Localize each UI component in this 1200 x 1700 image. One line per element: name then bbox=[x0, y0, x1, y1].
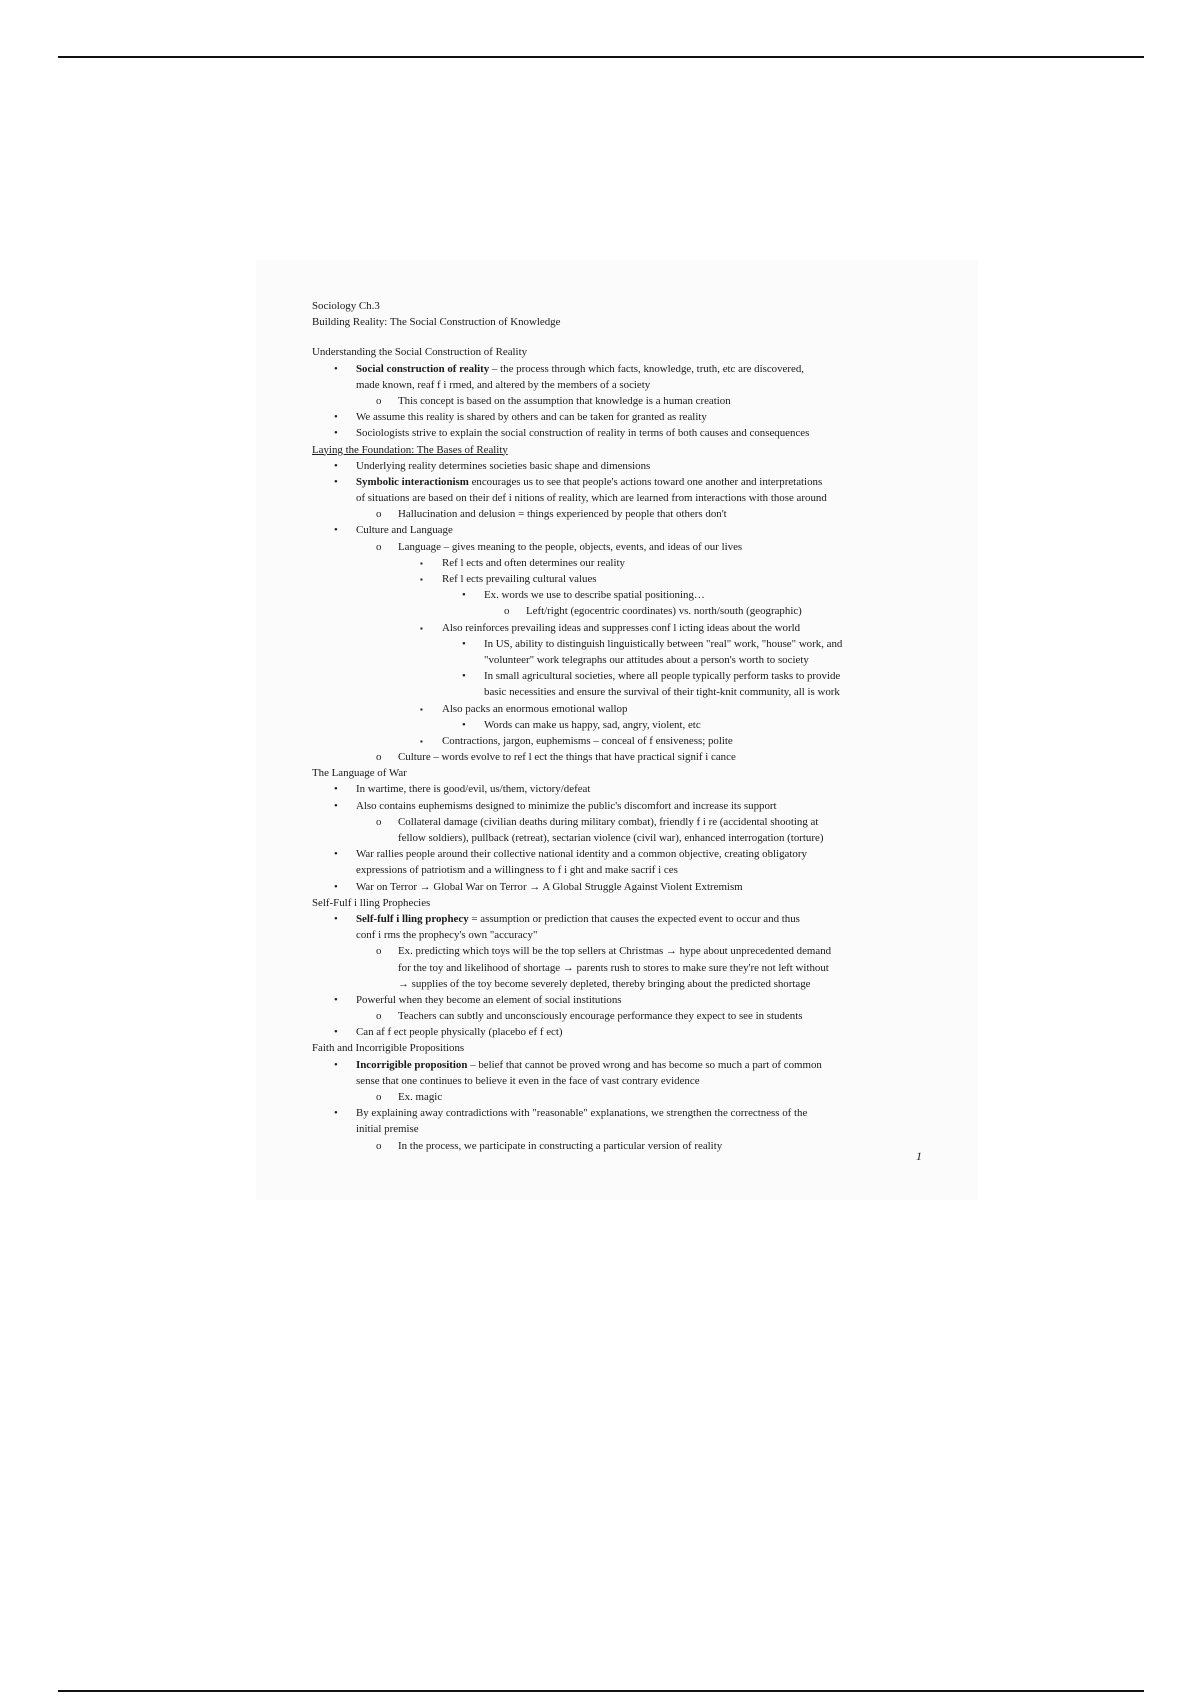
bullet-marker: • bbox=[334, 848, 338, 861]
bullet-marker: ▪ bbox=[420, 736, 423, 746]
item-text: Teachers can subtly and unconsciously encourage performance they expect to see in students bbox=[398, 1010, 803, 1023]
bullet-marker: o bbox=[504, 605, 510, 618]
outline-continuation bbox=[484, 684, 928, 700]
item-text: Sociologists strive to explain the social construction of reality in terms of both causes and consequences bbox=[356, 427, 810, 440]
item-text: sense that one continues to believe it even in the face of vast contrary evidence bbox=[356, 1074, 700, 1087]
outline-continuation bbox=[398, 976, 928, 992]
item-text: Culture – words evolve to ref l ect the things that have practical signif i cance bbox=[398, 751, 736, 764]
outline-item bbox=[376, 506, 928, 522]
item-text: We assume this reality is shared by others and can be taken for granted as reality bbox=[356, 411, 707, 424]
outline-item bbox=[334, 425, 928, 441]
item-text: – the process through which facts, knowledge, truth, etc are discovered, bbox=[489, 362, 805, 375]
item-text: Can af f ect people physically (placebo ef f ect) bbox=[356, 1026, 563, 1039]
outline-item bbox=[376, 1008, 928, 1024]
bullet-marker: o bbox=[376, 815, 382, 828]
outline-item bbox=[376, 1138, 928, 1154]
item-text: basic necessities and ensure the survival of their tight-knit community, all is work bbox=[484, 686, 840, 699]
item-text: Ex. magic bbox=[398, 1091, 443, 1103]
item-text: encourages us to see that people's actions toward one another and interpretations bbox=[468, 475, 823, 488]
bullet-marker: ▪ bbox=[420, 704, 423, 714]
item-text: This concept is based on the assumption that knowledge is a human creation bbox=[398, 394, 731, 407]
bullet-marker: o bbox=[376, 1139, 382, 1152]
bullet-marker: ▪ bbox=[420, 623, 423, 633]
item-text: Also reinforces prevailing ideas and suppresses conf l icting ideas about the world bbox=[442, 621, 801, 634]
bullet-marker: • bbox=[334, 427, 338, 440]
item-text: Ex. words we use to describe spatial positioning… bbox=[484, 589, 705, 602]
bullet-marker: o bbox=[376, 1091, 382, 1103]
outline-item bbox=[334, 522, 928, 538]
item-text: Hallucination and delusion = things experienced by people that others don't bbox=[398, 508, 727, 521]
item-text: In the process, we participate in constructing a particular version of reality bbox=[398, 1139, 723, 1152]
outline-item bbox=[334, 474, 928, 490]
item-text: for the toy and likelihood of shortage → parents rush to stores to make sure they're not left without bbox=[398, 961, 829, 974]
bullet-marker: • bbox=[334, 411, 338, 424]
outline-item bbox=[334, 992, 928, 1008]
item-text: Underlying reality determines societies basic shape and dimensions bbox=[356, 459, 651, 472]
outline-continuation bbox=[356, 377, 928, 393]
bullet-marker: • bbox=[334, 1107, 338, 1120]
section-heading: The Language of War bbox=[312, 767, 407, 780]
item-text: Also packs an enormous emotional wallop bbox=[442, 702, 628, 715]
term: Symbolic interactionism bbox=[356, 475, 469, 488]
bullet-marker: ▪ bbox=[420, 575, 423, 584]
outline-item bbox=[334, 1105, 928, 1121]
outline-item bbox=[334, 409, 928, 425]
item-text: "volunteer" work telegraphs our attitudes about a person's worth to society bbox=[484, 653, 809, 666]
item-text: Powerful when they become an element of social institutions bbox=[356, 993, 622, 1006]
bullet-marker: • bbox=[334, 362, 338, 375]
bullet-marker: • bbox=[334, 799, 338, 812]
bullet-marker: • bbox=[462, 589, 466, 602]
outline-item bbox=[376, 749, 928, 765]
bullet-marker: • bbox=[334, 880, 338, 893]
bottom-rule bbox=[58, 1690, 1144, 1692]
item-text: War rallies people around their collective national identity and a common objective, creating obligatory bbox=[356, 848, 807, 861]
outline-continuation bbox=[356, 927, 928, 943]
bullet-marker: o bbox=[376, 508, 382, 521]
item-text: fellow soldiers), pullback (retreat), sectarian violence (civil war), enhanced interrogation (torture) bbox=[398, 832, 824, 844]
item-text: Left/right (egocentric coordinates) vs. north/south (geographic) bbox=[526, 605, 802, 618]
item-text: Collateral damage (civilian deaths during military combat), friendly f i re (accidental shooting at bbox=[398, 815, 819, 828]
item-text: initial premise bbox=[356, 1123, 419, 1136]
outline-item bbox=[420, 701, 928, 717]
outline-item bbox=[420, 733, 928, 749]
doc-title: Sociology Ch.3 bbox=[312, 300, 380, 312]
outline-item bbox=[334, 1057, 928, 1073]
outline-item bbox=[334, 879, 928, 895]
outline-item bbox=[376, 1089, 928, 1105]
item-text: Also contains euphemisms designed to minimize the public's discomfort and increase its support bbox=[356, 799, 777, 812]
bullet-marker: • bbox=[334, 475, 338, 488]
item-text: of situations are based on their def i nitions of reality, which are learned from interactions with those around bbox=[356, 492, 827, 505]
bullet-marker: • bbox=[334, 783, 338, 796]
outline-item bbox=[462, 636, 928, 652]
outline-item bbox=[462, 717, 928, 733]
item-text: expressions of patriotism and a willingness to f i ght and make sacrif i ces bbox=[356, 864, 678, 877]
outline-item bbox=[334, 798, 928, 814]
outline-item bbox=[334, 846, 928, 862]
outline-item bbox=[334, 911, 928, 927]
outline-continuation bbox=[398, 830, 928, 846]
outline-item bbox=[334, 458, 928, 474]
item-text: Ref l ects prevailing cultural values bbox=[442, 573, 597, 585]
top-rule bbox=[58, 56, 1144, 58]
item-text: In US, ability to distinguish linguistically between "real" work, "house" work, and bbox=[484, 637, 843, 650]
bullet-marker: • bbox=[334, 524, 338, 537]
item-text: Contractions, jargon, euphemisms – conceal of f ensiveness; polite bbox=[442, 734, 733, 747]
item-text: Words can make us happy, sad, angry, violent, etc bbox=[484, 718, 701, 731]
item-text: → supplies of the toy become severely depleted, thereby bringing about the predicted shortage bbox=[398, 977, 811, 990]
outline-item bbox=[420, 620, 928, 636]
section-heading: Faith and Incorrigible Propositions bbox=[312, 1042, 465, 1055]
outline-item bbox=[334, 1024, 928, 1040]
outline-item bbox=[376, 539, 928, 555]
bullet-marker: • bbox=[334, 912, 338, 925]
outline-item bbox=[462, 587, 928, 603]
outline-item bbox=[504, 603, 928, 619]
section-heading: Understanding the Social Construction of Reality bbox=[312, 346, 528, 359]
doc-body bbox=[312, 344, 928, 1153]
outline-continuation bbox=[356, 1073, 928, 1089]
bullet-marker: • bbox=[334, 1058, 338, 1071]
item-text: Ref l ects and often determines our reality bbox=[442, 556, 625, 569]
outline-item bbox=[334, 361, 928, 377]
outline-item bbox=[420, 555, 928, 571]
outline-item bbox=[420, 571, 928, 587]
bullet-marker: ▪ bbox=[420, 558, 423, 568]
bullet-marker: o bbox=[376, 540, 382, 553]
page-number: 1 bbox=[916, 1149, 922, 1163]
document-page bbox=[256, 260, 978, 1200]
bullet-marker: o bbox=[376, 945, 382, 958]
bullet-marker: • bbox=[462, 718, 466, 731]
bullet-marker: • bbox=[334, 459, 338, 472]
bullet-marker: • bbox=[334, 1026, 338, 1039]
doc-subtitle: Building Reality: The Social Construction of Knowledge bbox=[312, 316, 561, 329]
bullet-marker: o bbox=[376, 394, 382, 407]
bullet-marker: o bbox=[376, 1010, 382, 1023]
item-text: Language – gives meaning to the people, objects, events, and ideas of our lives bbox=[398, 540, 743, 553]
item-text: War on Terror → Global War on Terror → A Global Struggle Against Violent Extremism bbox=[356, 880, 743, 893]
bullet-marker: • bbox=[334, 993, 338, 1006]
item-text: By explaining away contradictions with "reasonable" explanations, we strengthen the correctness of the bbox=[356, 1107, 808, 1120]
outline-continuation bbox=[484, 652, 928, 668]
section-heading: Laying the Foundation: The Bases of Reality bbox=[312, 443, 508, 456]
outline-item bbox=[376, 393, 928, 409]
term: Social construction of reality bbox=[356, 362, 490, 375]
item-text: made known, reaf f i rmed, and altered by the members of a society bbox=[356, 378, 651, 391]
outline-item bbox=[462, 668, 928, 684]
outline-continuation bbox=[356, 1121, 928, 1137]
item-text: = assumption or prediction that causes the expected event to occur and thus bbox=[468, 912, 800, 925]
item-text: – belief that cannot be proved wrong and has become so much a part of common bbox=[467, 1058, 822, 1071]
outline-continuation bbox=[398, 960, 928, 976]
item-text: Culture and Language bbox=[356, 524, 453, 537]
item-text: In wartime, there is good/evil, us/them, victory/defeat bbox=[356, 783, 591, 796]
outline-item bbox=[334, 781, 928, 797]
section-heading: Self-Fulf i lling Prophecies bbox=[312, 896, 431, 909]
outline-item bbox=[376, 943, 928, 959]
term: Self-fulf i lling prophecy bbox=[356, 912, 469, 925]
term: Incorrigible proposition bbox=[356, 1058, 468, 1071]
item-text: Ex. predicting which toys will be the top sellers at Christmas → hype about unprecedented demand bbox=[398, 945, 832, 958]
item-text: In small agricultural societies, where all people typically perform tasks to provide bbox=[484, 670, 841, 683]
outline-item bbox=[376, 814, 928, 830]
bullet-marker: o bbox=[376, 751, 382, 764]
bullet-marker: • bbox=[462, 637, 466, 650]
outline-continuation bbox=[356, 862, 928, 878]
item-text: conf i rms the prophecy's own "accuracy" bbox=[356, 929, 538, 942]
bullet-marker: • bbox=[462, 670, 466, 683]
outline-continuation bbox=[356, 490, 928, 506]
